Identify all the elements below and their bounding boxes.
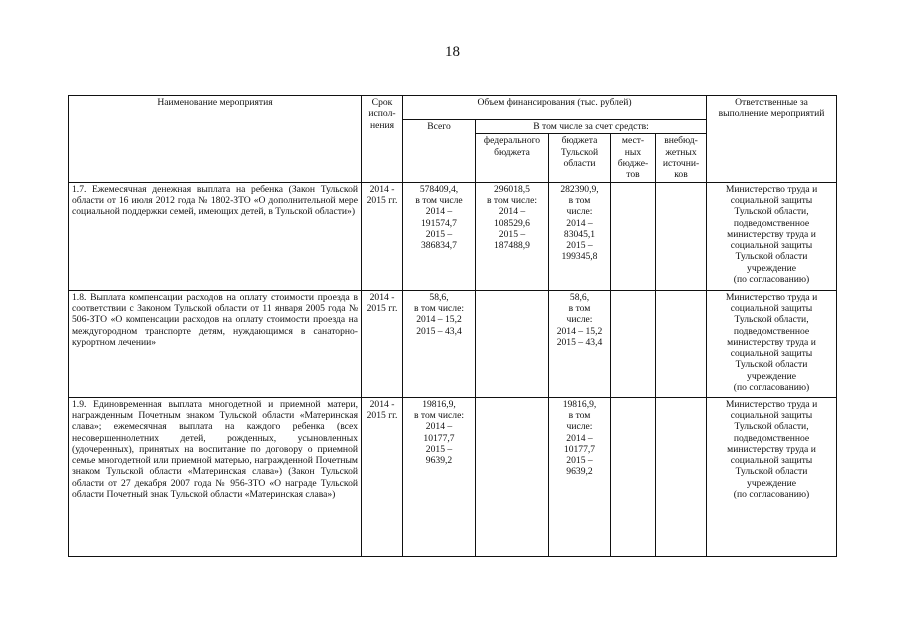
row-federal (476, 290, 549, 397)
header-financing: Объем финансирования (тыс. рублей) (403, 96, 707, 120)
row-responsible: Министерство труда и социальной защиты Тульской области, подведомственное министерству труда и социальной защиты Тульской области учреждение (по согласованию) (707, 397, 837, 556)
row-name: 1.7. Ежемесячная денежная выплата на ребенка (Закон Тульской области от 16 июля 2012 года № 1802-ЗТО «О дополнительной мере социальной поддержки семей, имеющих детей, в Тульской области») (69, 182, 362, 290)
row-term: 2014 - 2015 гг. (362, 397, 403, 556)
row-federal (476, 397, 549, 556)
page-number: 18 (445, 44, 460, 60)
row-total: 19816,9, в том числе: 2014 – 10177,7 2015 – 9639,2 (403, 397, 476, 556)
row-regional: 282390,9, в том числе: 2014 – 83045,1 2015 – 199345,8 (549, 182, 611, 290)
row-responsible: Министерство труда и социальной защиты Тульской области, подведомственное министерству труда и социальной защиты Тульской области учреждение (по согласованию) (707, 182, 837, 290)
row-extra (656, 182, 707, 290)
header-name: Наименование мероприятия (69, 96, 362, 183)
header-federal: федерального бюджета (476, 134, 549, 182)
row-total: 58,6, в том числе: 2014 – 15,2 2015 – 43,4 (403, 290, 476, 397)
row-regional: 58,6, в том числе: 2014 – 15,2 2015 – 43,4 (549, 290, 611, 397)
table-row (69, 397, 837, 556)
header-term: Срок испол-нения (362, 96, 403, 183)
header-extra: внебюд-жетных источни-ков (656, 134, 707, 182)
row-term: 2014 - 2015 гг. (362, 290, 403, 397)
table-row (69, 182, 837, 290)
row-federal: 296018,5 в том числе: 2014 – 108529,6 2015 – 187488,9 (476, 182, 549, 290)
header-responsible: Ответственные за выполнение мероприятий (707, 96, 837, 183)
row-regional: 19816,9, в том числе: 2014 – 10177,7 2015 – 9639,2 (549, 397, 611, 556)
header-regional: бюджета Тульской области (549, 134, 611, 182)
table-row (69, 290, 837, 397)
row-total: 578409,4, в том числе 2014 – 191574,7 2015 – 386834,7 (403, 182, 476, 290)
row-extra (656, 290, 707, 397)
row-name: 1.8. Выплата компенсации расходов на оплату стоимости проезда в соответствии с Законом Тульской области от 11 января 2005 года № 506-ЗТО «О компенсации расходов на оплату стоимости проезда на междугородном транспорте детям, нуждающимся в санаторно-курортном лечении» (69, 290, 362, 397)
header-sources: В том числе за счет средств: (476, 120, 707, 134)
row-responsible: Министерство труда и социальной защиты Тульской области, подведомственное министерству труда и социальной защиты Тульской области учреждение (по согласованию) (707, 290, 837, 397)
header-local: мест-ных бюдже-тов (611, 134, 656, 182)
financing-table (68, 95, 837, 557)
row-local (611, 397, 656, 556)
row-local (611, 182, 656, 290)
row-extra (656, 397, 707, 556)
row-term: 2014 - 2015 гг. (362, 182, 403, 290)
header-total: Всего (403, 120, 476, 183)
row-local (611, 290, 656, 397)
row-name: 1.9. Единовременная выплата многодетной и приемной матери, награжденным Почетным знаком Тульской области «Материнская слава»; ежемесячная выплата на каждого ребенка (всех несовершеннолетних детей, рожденных, усыновленных (удочеренных), принятых на воспитание по договору о приемной семье многодетной или приемной матерью, награжденной Почетным знаком Тульской области «Материнская слава») (Закон Тульской области от 27 декабря 2007 года № 956-ЗТО «О награде Тульской области Почетный знак Тульской области «Материнская слава») (69, 397, 362, 556)
